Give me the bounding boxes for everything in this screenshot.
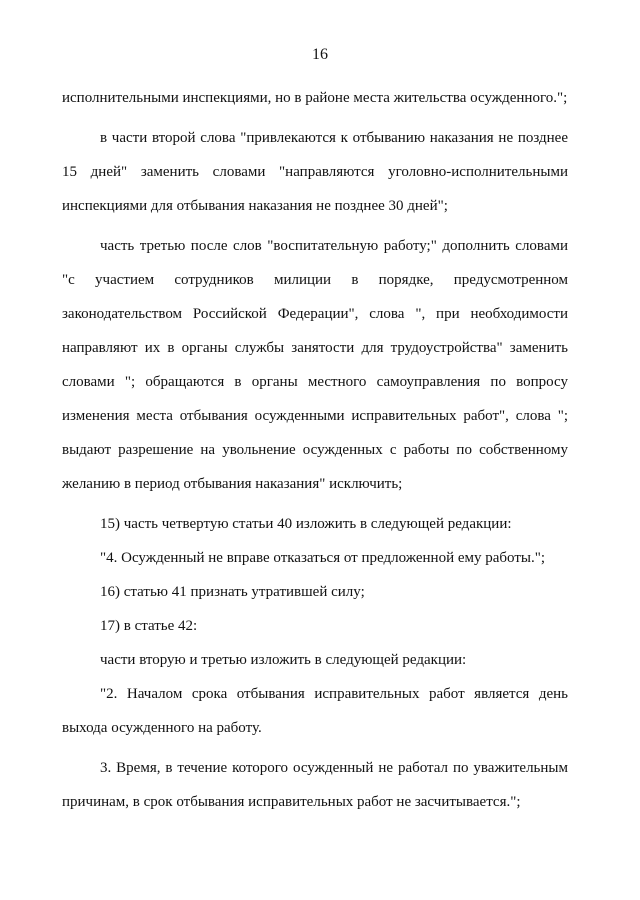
paragraph-clause-2: "2. Началом срока отбывания исправительных работ является день выхода осужденного на работу. bbox=[62, 686, 568, 736]
paragraph-continuation: исполнительными инспекциями, но в районе места жительства осужденного."; bbox=[62, 90, 568, 106]
page-number: 16 bbox=[312, 46, 328, 63]
paragraph-part-two: в части второй слова "привлекаются к отбыванию наказания не позднее 15 дней" заменить словами "направляются уголовно-исполнительными инспекциями для отбывания наказания не позднее 30 дней"; bbox=[62, 130, 568, 214]
paragraph-item-15-text: "4. Осужденный не вправе отказаться от предложенной ему работы."; bbox=[100, 550, 546, 566]
paragraph-item-17-intro: части вторую и третью изложить в следующей редакции: bbox=[100, 652, 467, 668]
document-body bbox=[62, 81, 568, 819]
paragraph-item-15: 15) часть четвертую статьи 40 изложить в следующей редакции: bbox=[100, 516, 512, 532]
paragraph-part-three: часть третью после слов "воспитательную работу;" дополнить словами "с участием сотрудников милиции в порядке, предусмотренном законодательством Российской Федерации", слова ", при необходимости направляют их в органы службы занятости для трудоустройства" заменить словами "; обращаются в органы местного самоуправления по вопросу изменения места отбывания осужденными исправительных работ", слова "; выдают разрешение на увольнение осужденных с работы по собственному желанию в период отбывания наказания" исключить; bbox=[62, 238, 568, 492]
paragraph-item-17: 17) в статье 42: bbox=[100, 618, 198, 634]
paragraph-item-16: 16) статью 41 признать утратившей силу; bbox=[100, 584, 365, 600]
paragraph-clause-3: 3. Время, в течение которого осужденный не работал по уважительным причинам, в срок отбывания исправительных работ не засчитывается."; bbox=[62, 760, 568, 810]
